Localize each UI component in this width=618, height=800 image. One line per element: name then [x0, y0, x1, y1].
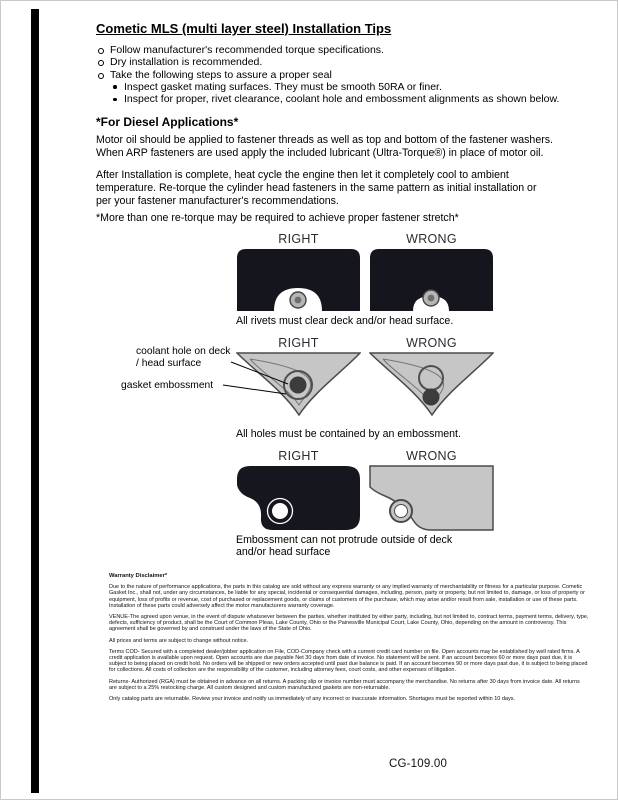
diagram-col-right: [236, 336, 361, 425]
diagram-pair: [236, 232, 498, 312]
tip-text: Follow manufacturer's recommended torque specifications.: [110, 44, 384, 56]
page-code: CG-109.00: [389, 758, 448, 770]
page-content: [96, 1, 596, 799]
wrong-label: WRONG: [406, 449, 457, 463]
embossment-wrong-diagram: [369, 465, 494, 531]
warranty-paragraph: Due to the nature of performance applications, the parts in this catalog are sold without any express warranty or any implied warranty of merchantability or fitness for a particular purpose. Cometic Gasket Inc., shall not, under any circumstances, be liable for any special, incidental or consequential damages, including, person, party or property, but not limited to, damage, or loss of property or equipment, loss of profits or revenue, cost of purchased or replacement goods, or claims of customers of the purchase, which may arise and/or result from sale, installation or use of these parts. Installation of these parts could adversely affect the motor manufacturers warranty coverage.: [109, 584, 585, 609]
warranty-paragraph: Terms COD- Secured with a completed dealer/jobber application on File, COD-Company check with a current credit card number on file. Open accounts may be established by well rated firms. A credit application is available upon request. Open accounts are due payable Net 30 days from date of invoice. No statement will be sent. If an account becomes 60 or more days past due, it is subject to being placed on credit hold. No orders will be shipped or new orders accepted until past due balance is paid. If an account becomes 90 or more days past due, it is subject to being placed for collections. All costs of collection are the responsibility of the customer, including attorney fees, court costs, and other expenses of litigation.: [109, 648, 588, 674]
right-label: RIGHT: [278, 449, 319, 463]
diagram-row-embossment: [236, 449, 498, 558]
embossment-caption: Embossment can not protrude outside of deck and/or head surface: [236, 534, 453, 558]
warranty-heading: Warranty Disclaimer*: [109, 573, 168, 579]
list-sub-item: [96, 81, 576, 93]
tip-text: Inspect gasket mating surfaces. They must be smooth 50RA or finer.: [124, 80, 442, 93]
wrong-label: WRONG: [406, 232, 457, 246]
right-label: RIGHT: [278, 232, 319, 246]
installation-tips-list: [96, 44, 576, 105]
list-item: [96, 69, 576, 81]
hole-right-diagram: [236, 352, 361, 425]
list-item: [96, 44, 576, 56]
diagram-row-rivets: [236, 232, 498, 327]
gasket-embossment-label: gasket embossment: [121, 380, 214, 391]
wrong-label: WRONG: [406, 336, 457, 350]
rivet-caption: All rivets must clear deck and/or head surface.: [236, 315, 454, 327]
diagram-section: [121, 232, 498, 567]
diagram-col-wrong: [369, 232, 494, 312]
hole-caption: All holes must be contained by an embossment.: [236, 428, 461, 440]
diagram-pair: [236, 449, 498, 531]
embossment-right-diagram: [236, 465, 361, 531]
tip-text: Dry installation is recommended.: [110, 56, 263, 69]
left-border-bar: [31, 9, 39, 793]
right-label: RIGHT: [278, 336, 319, 350]
diesel-paragraph-retorque: After Installation is complete, heat cycle the engine then let it completely cool to ambient temperature. Re-torque the cylinder head fasteners in the same pattern as initial installation or per your fastener manufacturer's recommendations.: [96, 169, 537, 208]
warranty-paragraph: Only catalog parts are returnable. Review your invoice and notify us immediately of any incorrect or inaccurate information. Shortages must be reported within 10 days.: [109, 696, 515, 703]
rivet-right-diagram: [236, 248, 361, 312]
page-title: Cometic MLS (multi layer steel) Installation Tips: [96, 21, 392, 36]
diagram-col-right: [236, 449, 361, 531]
retorque-note: *More than one re-torque may be required to achieve proper fastener stretch*: [96, 212, 459, 224]
rivet-wrong-diagram: [369, 248, 494, 312]
diesel-applications-heading: *For Diesel Applications*: [96, 115, 239, 129]
warranty-paragraph: Returns- Authorized (RGA) must be obtained in advance on all returns. A packing slip or invoice number must accompany the merchandise. No returns after 30 days from invoice date. All returns are subject to a 25% restocking charge. All custom designed and custom manufactured gaskets are non-returnable.: [109, 678, 580, 691]
tip-text: Inspect for proper, rivet clearance, coolant hole and embossment alignments as shown below.: [124, 93, 560, 106]
tip-text: Take the following steps to assure a proper seal: [110, 68, 332, 81]
diagram-pair: [236, 336, 498, 425]
hole-wrong-diagram: [369, 352, 494, 425]
diagram-row-holes: [121, 336, 498, 440]
diagram-col-right: [236, 232, 361, 312]
coolant-hole-label: coolant hole on deck / head surface: [136, 346, 231, 369]
warranty-paragraph: VENUE-The agreed upon venue, in the event of dispute whatsoever between the parties, whether instituted by either party, including, but not limited to, contract terms, payment terms, delivery, type, defects, sufficiency of product, shall be the Court of Common Pleas, Lake County, Ohio or the Painesville Municipal Court, Lake County, Ohio, depending on the amount in controversy. This agreement shall be governed by and construed under the laws of the State of Ohio.: [109, 614, 589, 633]
diesel-paragraph-oil: Motor oil should be applied to fastener threads as well as top and bottom of the fastener washers. When ARP fasteners are used apply the included lubricant (Ultra-Torque®) in place of motor oil.: [96, 134, 553, 160]
warranty-paragraph: All prices and terms are subject to change without notice.: [109, 637, 249, 644]
warranty-disclaimer: [109, 573, 589, 707]
diagram-col-wrong: [369, 449, 494, 531]
diagram-col-wrong: [369, 336, 494, 425]
list-item: [96, 56, 576, 68]
list-sub-item: [96, 93, 576, 105]
